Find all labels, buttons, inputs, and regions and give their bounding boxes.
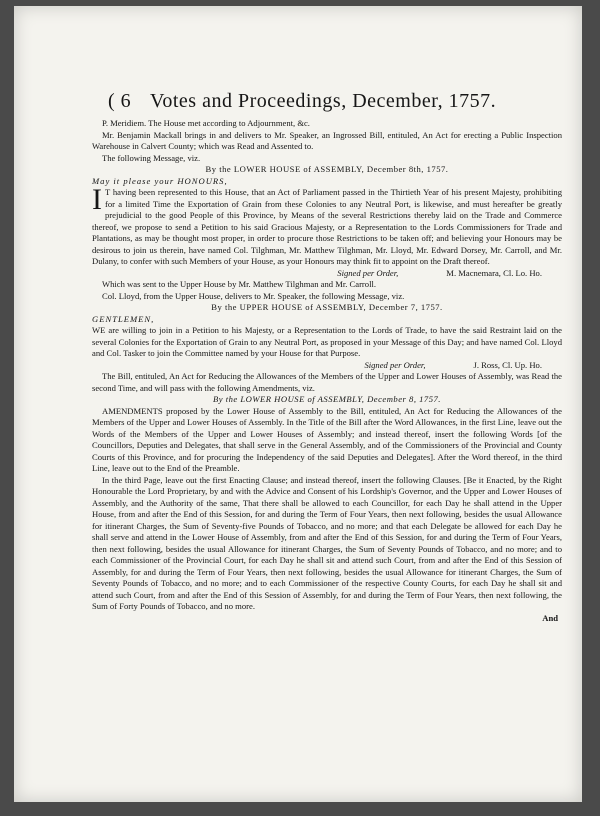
- page-number: ( 6: [108, 90, 132, 112]
- catchword: And: [542, 612, 558, 623]
- paragraph-adjournment: P. Meridiem. The House met according to Adjournment, &c.: [102, 118, 310, 128]
- message-upper-house: WE are willing to join in a Petition to his Majesty, or a Representation to the Lords of Trade, to have the said Restraint laid on the several Colonies for the Exportation of Grain to any Neutral Port, as proposed in your Message of this Day; and have named Col. Lloyd and Col. Tasker to join the Committee named by your House for that Purpose.: [92, 325, 562, 358]
- paragraph-ingrossed-bill: Mr. Benjamin Mackall brings in and delivers to Mr. Speaker, an Ingrossed Bill, entituled, An Act for erecting a Public Inspection Warehouse in Calvert County; which was Read and Assented to.: [92, 129, 562, 151]
- paragraph-bill-reducing: The Bill, entituled, An Act for Reducing the Allowances of the Members of the Upper and Lower Houses of Assembly, was Read the second Time, and will pass with the following Amendments, viz.: [92, 371, 562, 393]
- paragraph-sent-upper: Which was sent to the Upper House by Mr. Matthew Tilghman and Mr. Carroll.: [102, 279, 377, 289]
- paragraph-message-intro: The following Message, viz.: [102, 152, 201, 163]
- amendments-title: AMENDMENTS proposed by the Lower House of Assembly to the Bill, entituled, An Act for Reducing the Allowances of the Members of the Upper and Lower Houses of Assembly. In the Title of the Bill after the Word Allowances, in the first Line, leave out the Words of the Members of the Upper and Lower Houses of Assembly; and instead thereof, insert the following Words [of the Councillors, Deputies and Delegates, that shall serve in the General Assembly, and of the Commissioners of the Provincial and County Courts of this Province, and for procuring the Independency of the said Deputies and Delegates]. After the Word thereof, in the third Line, leave out to the End of the Preamble.: [92, 405, 562, 473]
- salutation-honours: May it please your HONOURS,: [92, 175, 228, 186]
- signature-signed: Signed per Order,: [337, 267, 399, 278]
- signature-lower-house: [92, 268, 562, 280]
- heading-lower-house-1: By the LOWER HOUSE of ASSEMBLY, December 8th, 1757.: [205, 164, 449, 174]
- paragraph-col-lloyd: Col. Lloyd, from the Upper House, delivers to Mr. Speaker, the following Message, viz.: [102, 290, 405, 301]
- signature-name: M. Macnemara, Cl. Lo. Ho.: [446, 267, 542, 278]
- salutation-gentlemen: GENTLEMEN,: [92, 313, 155, 324]
- heading-upper-house: By the UPPER HOUSE of ASSEMBLY, December 7, 1757.: [211, 302, 443, 312]
- running-title: Votes and Proceedings, December, 1757.: [150, 90, 497, 112]
- document-page: [14, 6, 582, 802]
- signature-signed-2: Signed per Order,: [364, 359, 426, 370]
- heading-lower-house-2: By the LOWER HOUSE of ASSEMBLY, December 8, 1757.: [213, 394, 441, 404]
- signature-upper-house: [92, 360, 562, 372]
- drop-cap-i: I: [92, 183, 102, 216]
- document-body: [92, 118, 562, 624]
- amendments-clauses: In the third Page, leave out the first Enacting Clause; and instead thereof, insert the following Clauses. [Be it Enacted, by the Right Honourable the Lord Proprietary, by and with the Advice and Consent of his Lordship's Governor, and the Upper and Lower Houses of Assembly, and the Authority of the same, That there shall be allowed to each Councillor, for each Day he shall attend in the Upper House, from and after the End of this Session, for and during the Term of Four Years, then next following, besides the usual Allowance for itinerant Charges, the Sum of Seventy-five Pounds of Tobacco, and no more; and that each Delegate be allowed for each Day he shall serve and attend in the Lower House of Assembly, from and after the End of this Session, for and during the Term of Four Years, then next following, besides the usual Allowance for itinerant Charges, the Sum of Seventy Pounds of Tobacco, and no more; and to each Commissioner of the Provincial Court, for each Day he shall sit and attend such Court, from and after the End of this Session of Assembly, for and during the Term of Four Years, then next following, besides the usual Allowance for itinerant Charges, the Sum of Seventy Pounds of Tobacco, and no more; and to each Commissioner of the respective County Courts, for each Day he shall sit and attend such Court, from and after the End of this Session of Assembly, for and during the Term of Four Years, then next following, the Sum of Forty Pounds of Tobacco, and no more.: [92, 474, 562, 611]
- signature-name-2: J. Ross, Cl. Up. Ho.: [473, 359, 542, 370]
- message-lower-house: I T having been represented to this House, that an Act of Parliament passed in the Thirtieth Year of his present Majesty, prohibiting for a limited Time the Exportation of Grain from these Colonies to any Neutral Port, is likewise, and must hereafter be greatly prejudicial to the good People of this Province, by Means of the several Restrictions thereby laid on the Trade and Commerce thereof, we propose to send a Petition to his said Gracious Majesty, or a Representation to the Lords Commissioners for Trade and Plantations, as may be thought most proper, in order to procure those Restrictions to be taken off; and believing your Honours may be desirous to join us therein, have named Col. Tilghman, Mr. Matthew Tilghman, Mr. Lloyd, Mr. Edward Dorsey, Mr. Carroll, and Mr. Dulany, to confer with such Members of your House, as your Honours may think fit to appoint on the Draft thereof.: [92, 183, 562, 266]
